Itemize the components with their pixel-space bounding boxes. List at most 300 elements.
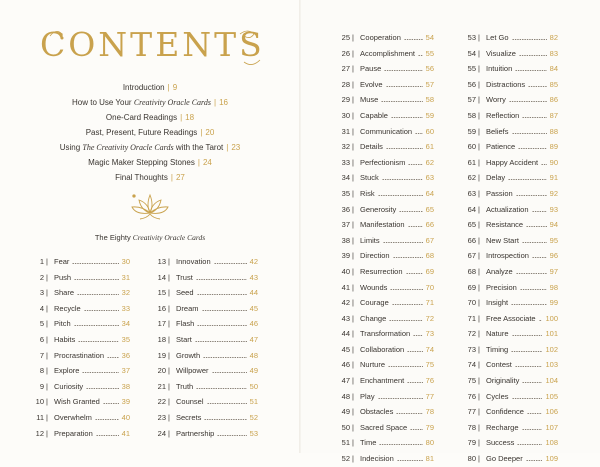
dot-leader: [404, 39, 423, 40]
card-page: 37: [121, 366, 130, 376]
card-entry[interactable]: [462, 233, 558, 249]
card-entry[interactable]: [462, 61, 558, 77]
card-entry[interactable]: [152, 270, 258, 286]
card-entry[interactable]: [462, 77, 558, 93]
card-number: 63: [467, 188, 476, 198]
dot-leader: [522, 242, 547, 243]
dot-leader: [519, 55, 547, 56]
card-page: 79: [425, 422, 434, 432]
card-entry[interactable]: [336, 77, 434, 93]
card-page: 98: [549, 282, 558, 292]
card-entry[interactable]: [336, 202, 434, 218]
card-name: Change: [360, 313, 387, 323]
card-entry[interactable]: [336, 264, 434, 280]
card-name: Nurture: [360, 360, 386, 370]
card-entry[interactable]: [336, 311, 434, 327]
card-page: 76: [425, 376, 434, 386]
card-number: 3: [39, 288, 44, 298]
card-name: Free Associate: [486, 313, 536, 323]
card-entry[interactable]: [30, 379, 130, 395]
dot-leader: [388, 366, 423, 367]
card-entry[interactable]: [152, 332, 258, 348]
card-page: 87: [549, 110, 558, 120]
dot-leader: [515, 366, 542, 367]
card-number: 36: [341, 204, 350, 214]
card-name: Beliefs: [486, 126, 509, 136]
card-entry[interactable]: [30, 332, 130, 348]
card-entry[interactable]: [336, 357, 434, 373]
card-name: Confidence: [486, 407, 524, 417]
card-page: 51: [249, 397, 258, 407]
card-number: 7: [39, 350, 44, 360]
card-name: Pitch: [54, 319, 71, 329]
card-page: 31: [121, 272, 130, 282]
card-entry[interactable]: [336, 233, 434, 249]
card-number: 75: [467, 376, 476, 386]
card-entry[interactable]: [462, 389, 558, 405]
card-entry[interactable]: [336, 326, 434, 342]
card-entry[interactable]: [336, 186, 434, 202]
separator: |: [46, 288, 48, 298]
card-page: 36: [121, 350, 130, 360]
card-entry[interactable]: [152, 254, 258, 270]
separator: |: [168, 319, 170, 329]
card-page: 56: [425, 64, 434, 74]
card-number: 60: [467, 142, 476, 152]
card-number: 51: [341, 438, 350, 448]
card-entry[interactable]: [30, 254, 130, 270]
card-number: 6: [39, 334, 44, 344]
dot-leader: [86, 388, 119, 389]
card-entry[interactable]: [152, 379, 258, 395]
card-entry[interactable]: [30, 301, 130, 317]
dot-leader: [389, 320, 423, 321]
card-name: Obstacles: [360, 407, 394, 417]
separator: |: [478, 422, 480, 432]
card-entry[interactable]: [336, 170, 434, 186]
card-entry[interactable]: [152, 285, 258, 301]
separator: |: [478, 298, 480, 308]
card-entry[interactable]: [30, 363, 130, 379]
dot-leader: [378, 195, 423, 196]
card-name: Push: [54, 272, 72, 282]
card-name: Details: [360, 142, 383, 152]
card-page: 85: [549, 79, 558, 89]
card-name: Insight: [486, 298, 509, 308]
card-name: Enchantment: [360, 376, 405, 386]
separator: |: [478, 313, 480, 323]
card-entry[interactable]: [30, 316, 130, 332]
separator: |: [46, 334, 48, 344]
dot-leader: [418, 55, 423, 56]
card-entry[interactable]: [462, 404, 558, 420]
card-name: Happy Accident: [486, 157, 539, 167]
card-entry[interactable]: [336, 61, 434, 77]
separator: |: [352, 204, 354, 214]
card-page: 40: [121, 412, 130, 422]
card-number: 20: [157, 366, 166, 376]
card-entry[interactable]: [462, 108, 558, 124]
card-page: 48: [249, 350, 258, 360]
card-number: 65: [467, 220, 476, 230]
card-entry[interactable]: [30, 348, 130, 364]
card-entry[interactable]: [336, 217, 434, 233]
card-entry[interactable]: [462, 217, 558, 233]
card-name: Passion: [486, 188, 513, 198]
card-entry[interactable]: [152, 394, 258, 410]
card-number: 48: [341, 391, 350, 401]
toc-entry[interactable]: Magic Maker Stepping Stones | 24: [88, 158, 212, 167]
separator: |: [478, 235, 480, 245]
separator: |: [352, 313, 354, 323]
card-entry[interactable]: [152, 348, 258, 364]
card-name: Play: [360, 391, 375, 401]
dot-leader: [399, 211, 423, 212]
dot-leader: [386, 148, 423, 149]
dot-leader: [397, 460, 423, 461]
card-number: 74: [467, 360, 476, 370]
card-page: 45: [249, 303, 258, 313]
book-gutter: [299, 0, 301, 453]
dot-leader: [202, 310, 247, 311]
dot-leader: [378, 398, 423, 399]
card-list-column: [336, 30, 434, 467]
card-number: 67: [467, 251, 476, 261]
separator: |: [46, 428, 48, 438]
toc-entry[interactable]: Final Thoughts | 27: [115, 173, 185, 182]
card-entry[interactable]: [462, 280, 558, 296]
dot-leader: [386, 86, 423, 87]
card-name: Explore: [54, 366, 80, 376]
card-entry[interactable]: [336, 435, 434, 451]
card-name: Generosity: [360, 204, 397, 214]
card-number: 76: [467, 391, 476, 401]
card-entry[interactable]: [152, 316, 258, 332]
card-number: 39: [341, 251, 350, 261]
card-number: 15: [157, 288, 166, 298]
dot-leader: [217, 435, 247, 436]
card-page: 61: [425, 142, 434, 152]
card-page: 107: [545, 422, 558, 432]
card-number: 53: [467, 33, 476, 42]
separator: |: [168, 428, 170, 438]
separator: |: [46, 350, 48, 360]
card-name: Risk: [360, 188, 375, 198]
card-number: 42: [341, 298, 350, 308]
card-page: 103: [545, 360, 558, 370]
card-page: 52: [249, 412, 258, 422]
card-name: Capable: [360, 110, 388, 120]
card-name: Sacred Space: [360, 422, 408, 432]
card-name: Courage: [360, 298, 389, 308]
card-name: Muse: [360, 95, 379, 105]
dot-leader: [516, 273, 547, 274]
card-number: 26: [341, 48, 350, 58]
card-name: Seed: [176, 288, 194, 298]
separator: |: [352, 157, 354, 167]
card-number: 32: [341, 142, 350, 152]
card-entry[interactable]: [336, 280, 434, 296]
dot-leader: [520, 289, 547, 290]
card-name: Patience: [486, 142, 516, 152]
card-name: Let Go: [486, 33, 509, 42]
card-entry[interactable]: [336, 420, 434, 436]
card-number: 40: [341, 266, 350, 276]
card-name: Curiosity: [54, 381, 84, 391]
separator: |: [478, 360, 480, 370]
card-page: 95: [549, 235, 558, 245]
dot-leader: [413, 335, 423, 336]
card-page: 68: [425, 251, 434, 261]
dot-leader: [197, 294, 247, 295]
card-entry[interactable]: [336, 155, 434, 171]
card-name: Reflection: [486, 110, 520, 120]
card-name: Share: [54, 288, 75, 298]
card-page: 57: [425, 79, 434, 89]
card-number: 31: [341, 126, 350, 136]
card-name: Perfectionism: [360, 157, 406, 167]
card-entry[interactable]: [336, 404, 434, 420]
dot-leader: [512, 39, 547, 40]
card-entry[interactable]: [462, 357, 558, 373]
card-entry[interactable]: [462, 155, 558, 171]
card-entry[interactable]: [336, 342, 434, 358]
card-name: Truth: [176, 381, 194, 391]
toc-entry[interactable]: Past, Present, Future Readings | 20: [85, 128, 215, 137]
card-number: 17: [157, 319, 166, 329]
dot-leader: [383, 242, 423, 243]
card-name: Trust: [176, 272, 193, 282]
dot-leader: [95, 419, 119, 420]
dot-leader: [518, 148, 547, 149]
card-page: 60: [425, 126, 434, 136]
card-name: Flash: [176, 319, 195, 329]
card-entry[interactable]: [462, 435, 558, 451]
card-name: Timing: [486, 344, 509, 354]
card-name: Start: [176, 334, 192, 344]
card-name: Habits: [54, 334, 76, 344]
card-name: Time: [360, 438, 377, 448]
card-name: Evolve: [360, 79, 383, 89]
card-number: 56: [467, 79, 476, 89]
dot-leader: [384, 70, 423, 71]
card-number: 71: [467, 313, 476, 323]
toc-entry[interactable]: How to Use Your Creativity Oracle Cards | 16: [72, 98, 228, 107]
dot-leader: [74, 325, 119, 326]
card-entry[interactable]: [462, 420, 558, 436]
card-page: 39: [121, 397, 130, 407]
card-entry[interactable]: [336, 139, 434, 155]
card-name: Dream: [176, 303, 199, 313]
card-entry[interactable]: [462, 170, 558, 186]
toc-entry[interactable]: Using The Creativity Oracle Cards with the Tarot | 23: [59, 143, 241, 152]
card-entry[interactable]: [462, 342, 558, 358]
dot-leader: [508, 179, 547, 180]
card-entry[interactable]: [336, 373, 434, 389]
card-entry[interactable]: [462, 373, 558, 389]
dot-leader: [72, 263, 119, 264]
card-number: 38: [341, 235, 350, 245]
card-name: Transformation: [360, 329, 411, 339]
card-entry[interactable]: [462, 92, 558, 108]
card-number: 41: [341, 282, 350, 292]
dot-leader: [532, 257, 547, 258]
card-page: 59: [425, 110, 434, 120]
separator: |: [478, 329, 480, 339]
separator: |: [352, 376, 354, 386]
card-number: 49: [341, 407, 350, 417]
card-page: 30: [121, 257, 130, 266]
card-page: 94: [549, 220, 558, 230]
dot-leader: [522, 382, 542, 383]
separator: |: [352, 438, 354, 448]
card-page: 108: [545, 438, 558, 448]
card-page: 81: [425, 454, 434, 464]
card-entry[interactable]: [336, 124, 434, 140]
card-entry[interactable]: [30, 285, 130, 301]
card-name: Originality: [486, 376, 520, 386]
card-entry[interactable]: [462, 326, 558, 342]
card-number: 59: [467, 126, 476, 136]
card-entry[interactable]: [336, 30, 434, 46]
card-page: 104: [545, 376, 558, 386]
dot-leader: [512, 133, 547, 134]
card-name: Contest: [486, 360, 512, 370]
card-entry[interactable]: [152, 410, 258, 426]
card-entry[interactable]: [30, 426, 130, 442]
separator: |: [352, 33, 354, 42]
card-page: 55: [425, 48, 434, 58]
toc-entry[interactable]: One-Card Readings | 18: [105, 113, 195, 122]
card-page: 100: [545, 313, 558, 323]
card-name: Procrastination: [54, 350, 105, 360]
card-entry[interactable]: [462, 311, 558, 327]
separator: |: [46, 319, 48, 329]
card-number: 5: [39, 319, 44, 329]
page-title: CONTENTS: [40, 25, 265, 64]
card-number: 22: [157, 397, 166, 407]
card-entry[interactable]: [336, 389, 434, 405]
dot-leader: [204, 419, 247, 420]
card-entry[interactable]: [462, 295, 558, 311]
card-entry[interactable]: [30, 270, 130, 286]
card-number: 68: [467, 266, 476, 276]
dot-leader: [393, 257, 423, 258]
dot-leader: [511, 304, 547, 305]
card-number: 80: [467, 454, 476, 464]
card-number: 14: [157, 272, 166, 282]
card-name: Precision: [486, 282, 517, 292]
card-number: 23: [157, 412, 166, 422]
card-entry[interactable]: [462, 186, 558, 202]
card-entry[interactable]: [336, 248, 434, 264]
separator: |: [46, 303, 48, 313]
separator: |: [352, 220, 354, 230]
card-number: 44: [341, 329, 350, 339]
card-page: 33: [121, 303, 130, 313]
card-page: 80: [425, 438, 434, 448]
separator: |: [168, 334, 170, 344]
card-entry[interactable]: [462, 139, 558, 155]
card-entry[interactable]: [336, 92, 434, 108]
toc-entry[interactable]: Introduction | 9: [122, 83, 178, 92]
dot-leader: [391, 117, 423, 118]
separator: |: [352, 173, 354, 183]
card-entry[interactable]: [336, 46, 434, 62]
separator: |: [168, 303, 170, 313]
separator: |: [352, 64, 354, 74]
card-entry[interactable]: [152, 301, 258, 317]
card-page: 89: [549, 142, 558, 152]
card-entry[interactable]: [462, 202, 558, 218]
dot-leader: [196, 279, 247, 280]
card-entry[interactable]: [462, 451, 558, 467]
card-entry[interactable]: [462, 30, 558, 46]
card-page: 97: [549, 266, 558, 276]
card-entry[interactable]: [462, 264, 558, 280]
card-page: 58: [425, 95, 434, 105]
dot-leader: [392, 304, 423, 305]
dot-leader: [522, 117, 547, 118]
separator: |: [478, 64, 480, 74]
card-page: 32: [121, 288, 130, 298]
card-number: 72: [467, 329, 476, 339]
dot-leader: [78, 341, 119, 342]
dot-leader: [197, 325, 247, 326]
dot-leader: [74, 279, 119, 280]
card-entry[interactable]: [30, 410, 130, 426]
card-number: 24: [157, 428, 166, 438]
card-number: 35: [341, 188, 350, 198]
card-entry[interactable]: [336, 108, 434, 124]
dot-leader: [539, 320, 542, 321]
card-name: Manifestation: [360, 220, 405, 230]
card-entry[interactable]: [152, 426, 258, 442]
separator: |: [478, 407, 480, 417]
card-page: 42: [249, 257, 258, 266]
card-page: 71: [425, 298, 434, 308]
card-name: Delay: [486, 173, 506, 183]
card-entry[interactable]: [462, 248, 558, 264]
separator: |: [478, 110, 480, 120]
card-entry[interactable]: [336, 451, 434, 467]
card-name: Wounds: [360, 282, 388, 292]
separator: |: [352, 329, 354, 339]
card-entry[interactable]: [462, 46, 558, 62]
card-number: 9: [39, 381, 44, 391]
card-name: Distractions: [486, 79, 526, 89]
card-entry[interactable]: [152, 363, 258, 379]
card-number: 46: [341, 360, 350, 370]
separator: |: [352, 95, 354, 105]
separator: |: [478, 220, 480, 230]
card-number: 37: [341, 220, 350, 230]
card-entry[interactable]: [30, 394, 130, 410]
dot-leader: [214, 263, 247, 264]
dot-leader: [390, 289, 423, 290]
card-entry[interactable]: [462, 124, 558, 140]
card-page: 69: [425, 266, 434, 276]
card-number: 55: [467, 64, 476, 74]
dot-leader: [379, 444, 423, 445]
card-entry[interactable]: [336, 295, 434, 311]
dot-leader: [96, 435, 119, 436]
separator: |: [352, 360, 354, 370]
card-name: Indecision: [360, 454, 394, 464]
dot-leader: [526, 460, 542, 461]
card-number: 50: [341, 422, 350, 432]
card-number: 27: [341, 64, 350, 74]
